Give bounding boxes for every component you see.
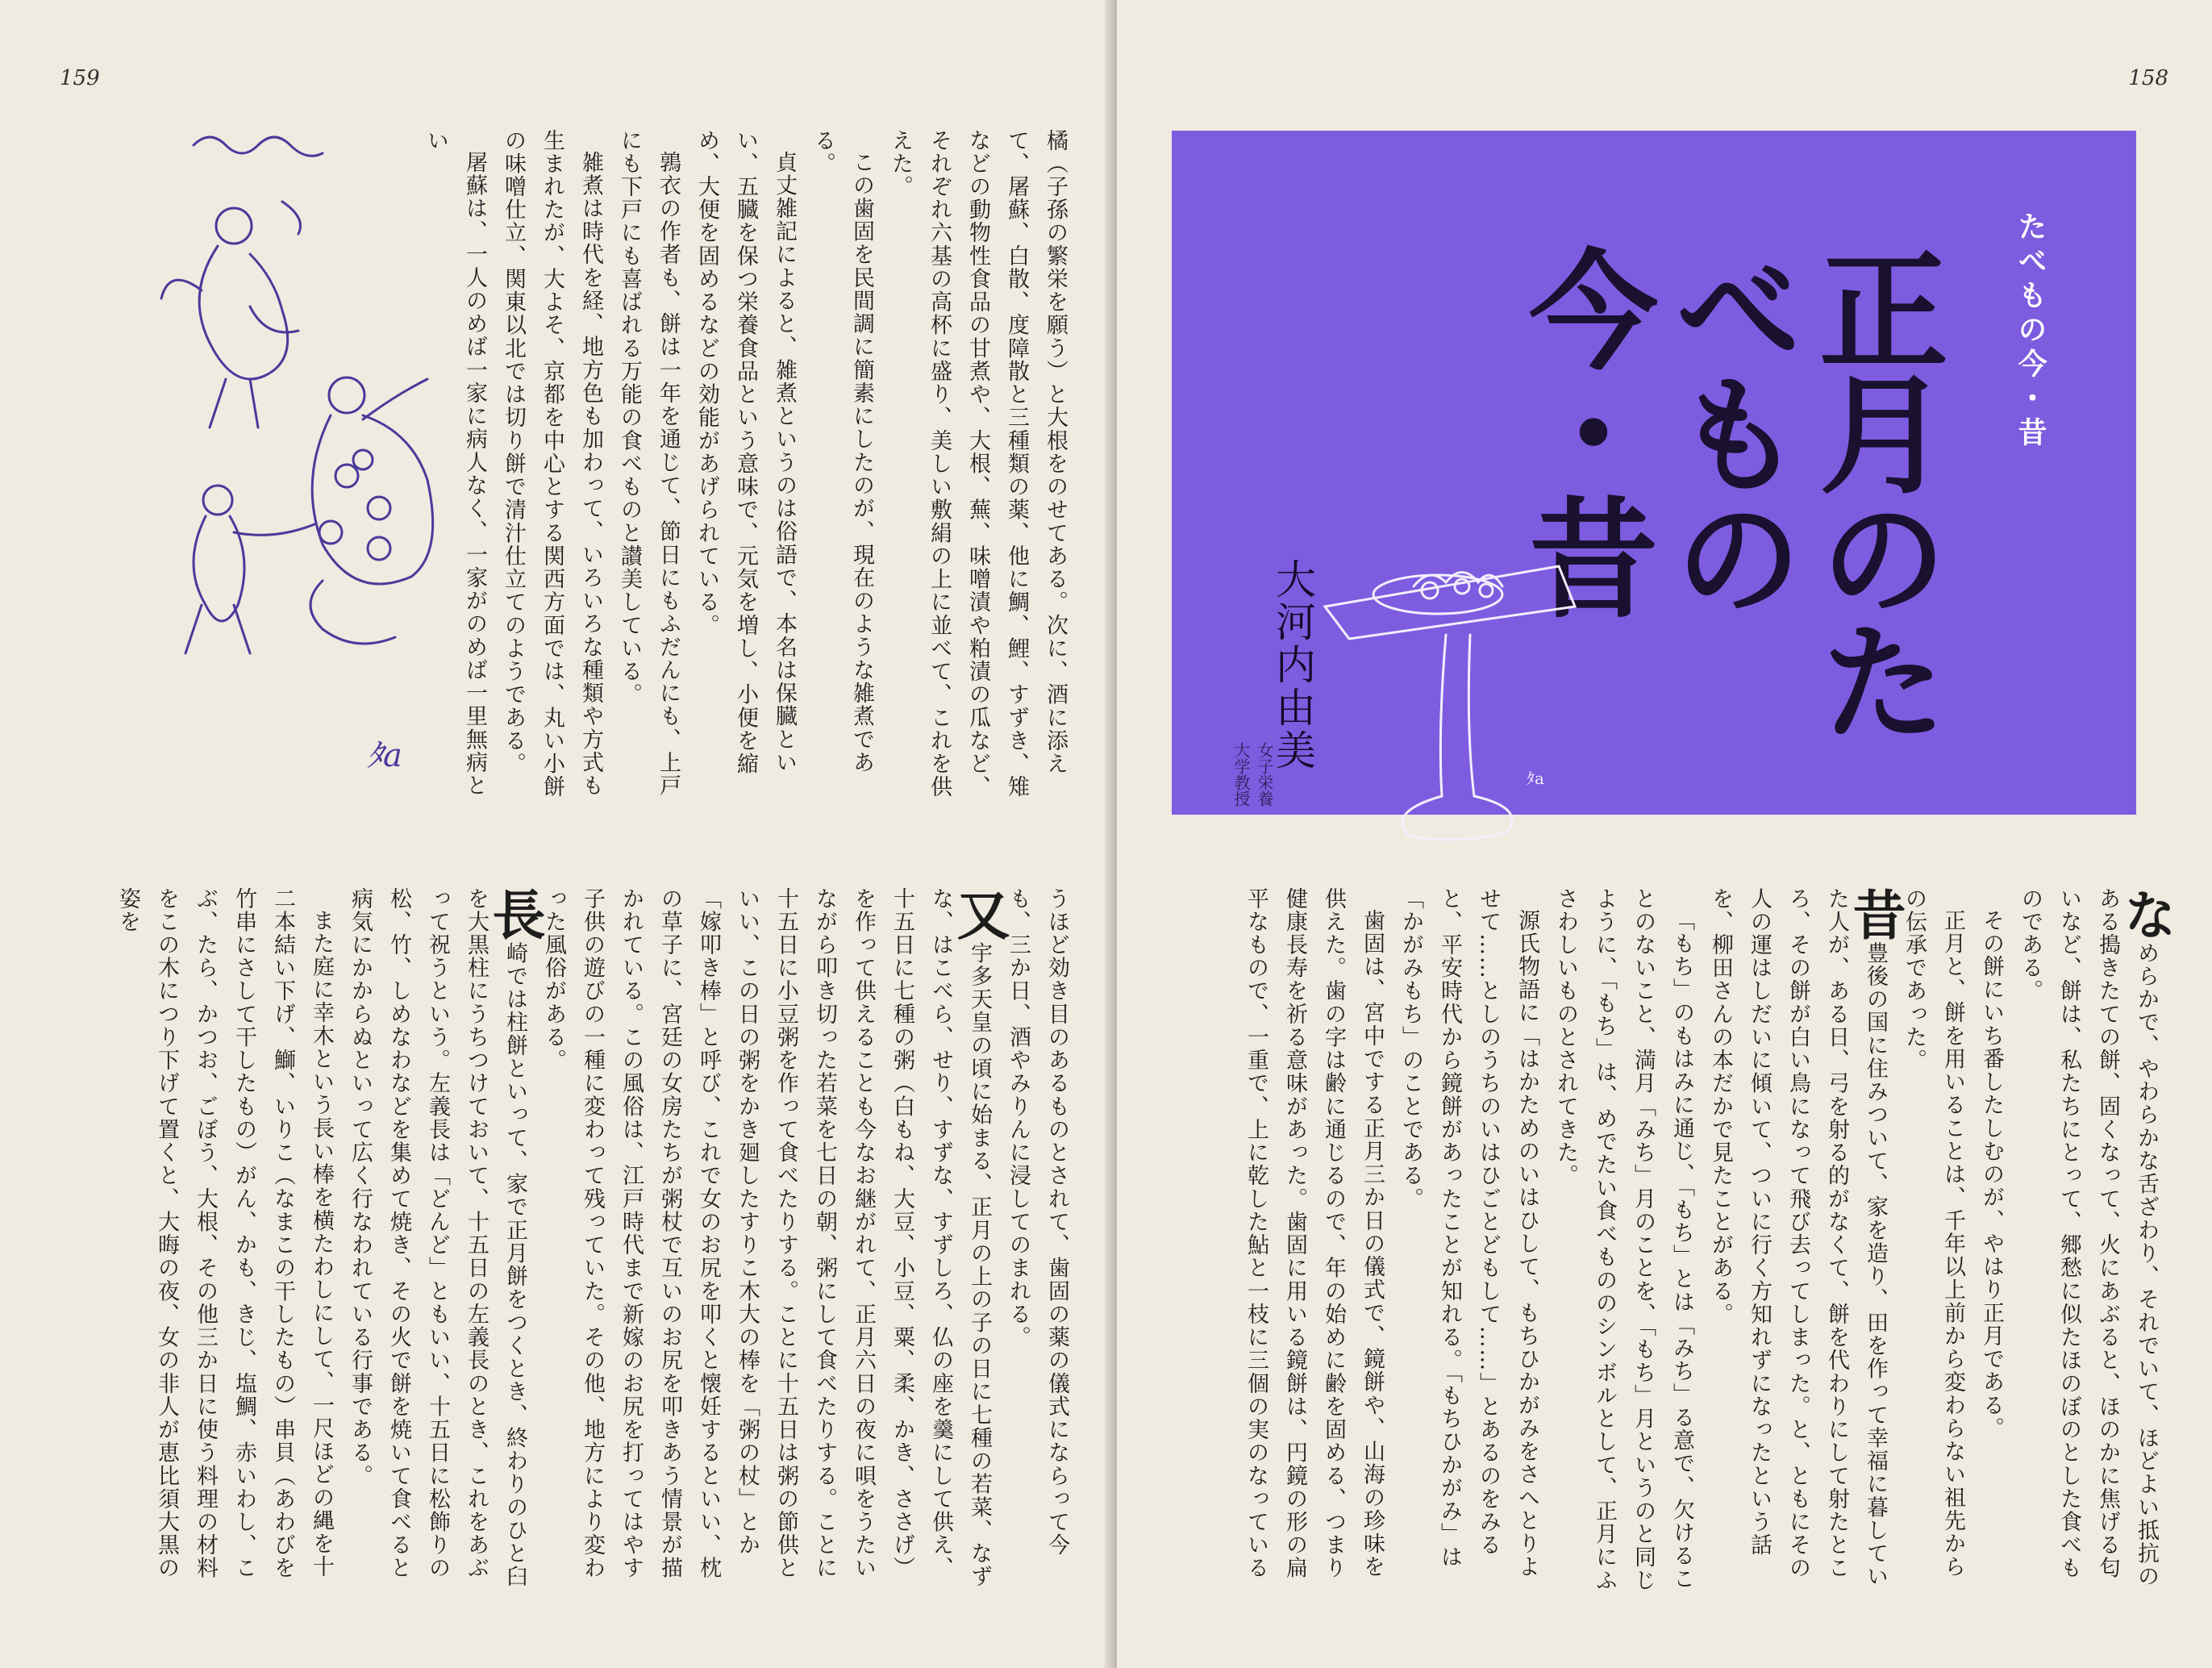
section-mukashi-text: 豊後の国に住みついて、家を造り、田を作って幸福に暮していた人が、ある日、弓を射る的がなくて、餅を代わりにして射たところ、その餅が白い鳥になって飛び去ってしまった。と、ともにその人の運はしだいに傾いて、ついに行く方知れずになったという話を、柳田さんの本だかで見たことがある。 xyxy=(1708,887,1888,1588)
paragraph: 雑煮は時代を経、地方色も加わって、いろいろな種類や方式も生まれたが、大よそ、京都を中心とする関西方面では、丸い小餅の味噌仕立、関東以北では切り餅で清汁仕立てのようである。 xyxy=(501,129,603,799)
author-name: 大河内由美 xyxy=(1269,558,1316,772)
right-page xyxy=(1117,0,2212,1668)
page-number-left: 159 xyxy=(60,66,100,90)
paragraph: 歯固は、宮中でする正月三か日の儀式で、鏡餅や、山海の珍味を供えた。歯の字は齢に通じるので、年の始めに齢を固める、つまり健康長寿を祈る意味があった。歯固に用いる鏡餅は、円鏡の形の扁平なもので、一重で、上に乾した鮎と一枝に三個の実のなっている xyxy=(1243,887,1385,1580)
paragraph: 「もち」のもはみに通じ、「もち」とは「みち」る意で、欠けることのないこと、満月「みち」月のことを、「もち」月というのと同じように、「もち」は、めでたい食べもののシンボルとして、正月にふさわしいものとされてきた。 xyxy=(1553,887,1694,1592)
series-title: たべもの今・昔 xyxy=(2014,211,2047,452)
left-top-text xyxy=(423,129,1074,815)
paragraph: その餅にいち番したしむのが、やはり正月である。 xyxy=(1979,909,2004,1441)
author-title: 女子栄養大学教授 xyxy=(1231,742,1274,807)
title-header-box xyxy=(1172,131,2136,815)
paragraph: 屠蘇は、一人のめば一家に病人なく、一家がのめば一里無病とい xyxy=(423,129,487,798)
paragraph: 鶉衣の作者も、餅は一年を通じて、節日にもふだんにも、上戸にも下戸にも喜ばれる万能の食べものと讃美している。 xyxy=(617,129,681,798)
paragraph: 正月と、餅を用いることは、千年以上前から変わらない祖先からの伝承であった。 xyxy=(1902,887,1965,1578)
paragraph: また庭に幸木という長い棒を横たわしにして、一尺ほどの縄を十二本結い下げ、鰤、いりこ（なまこの干したもの）串貝（あわびを竹串にさして干したもの）がん、かも、きじ、塩鯛、赤いわし、こぶ、たら、かつお、ごぼう、大根、その他三か日に使う料理の材料をこの木につり下げて置くと、大晦の夜、女の非人が恵比須大黒の姿を xyxy=(115,887,334,1580)
paragraph: この歯固を民間調に簡素にしたのが、現在のような雑煮である。 xyxy=(810,129,874,774)
section-mata-text: 宇多天皇の頃に始まる、正月の上の子の日に七種の若菜、なずな、はこべら、せり、すずな、すずしろ、仏の座を羹にして供え、十五日に七種の粥（白もね、大豆、小豆、粟、柔、かき、ささげ）を作って供えることも今なお継がれて、正月六日の夜に唄をうたいながら叩き切った若菜を七日の朝、粥にして食べたりする。ことに十五日に小豆粥を作って食べたりする。ことに十五日は粥の節供といい、この日の粥をかき廻したすりこ木大の棒を「粥の杖」とか「嫁叩き棒」と呼び、これで女のお尻を叩くと懐妊するといい、枕の草子に、宮廷の女房たちが粥杖で互いのお尻を叩きあう情景が描かれている。この風俗は、江戸時代まで新嫁のお尻を打ってはやす子供の遊びの一種に変わって残っていた。その他、地方により変わった風俗がある。 xyxy=(541,887,992,1588)
initial-na: な xyxy=(2114,887,2177,942)
illustration-signature: ﾀa xyxy=(367,737,402,774)
paragraph: 貞丈雑記によると、雑煮というのは俗語で、本名は保臓といい、五臓を保つ栄養食品という意味で、元気を増し、小便を縮め、大便を固めるなどの効能があげられている。 xyxy=(694,129,797,776)
section-naga-text: 崎では柱餅といって、家で正月餅をつくとき、終わりのひと臼を大黒柱にうちつけておいて、十五日の左義長のとき、これをあぶって祝うという。左義長は「どんど」ともいい、十五日に松飾りの松、竹、しめなわなどを集めて焼き、その火で餅を焼いて食べると病気にかからぬといって広く行なわれている行事である。 xyxy=(348,887,527,1588)
dish-signature: ﾀa xyxy=(1527,769,1544,788)
initial-mata: 又 xyxy=(948,887,1010,942)
section-na xyxy=(2010,887,2177,1597)
page-number-right: 158 xyxy=(2128,66,2168,90)
section-mukashi xyxy=(1701,887,1906,1597)
paragraph: うほど効き目のあるものとされて、歯固の薬の儀式にならって今も、三か日、酒やみりんに浸してのまれる。 xyxy=(1006,887,1069,1557)
section-na-text: めらかで、やわらかな舌ざわり、それでいて、ほどよい抵抗のある搗きたての餅、固くなって、火にあぶると、ほのかに焦げる匂いなど、餅は、私たちにとって、郷愁に似たほのぼのとした食べものである。 xyxy=(2018,887,2159,1588)
paragraph: 源氏物語に「はかためのいはひして、もちひかがみをさへとりよせて……としのうちのいはひごとどもして……」とあるのをみると、平安時代から鏡餅があったことが知れる。「もちひかがみ」は「かがみもち」のことである。 xyxy=(1398,887,1539,1578)
initial-naga: 長 xyxy=(483,887,546,942)
main-title: 正月のたべもの今・昔 xyxy=(1507,244,1949,740)
paragraph: 橘（子孫の繁栄を願う）と大根をのせてある。次に、酒に添えて、屠蘇、白散、度障散と三種類の薬、他に鯛、鯉、すずき、雉などの動物性食品の甘煮や、大根、蕪、味噌漬や粕漬の瓜など、それぞれ六基の高杯に盛り、美しい敷絹の上に並べて、これを供えた。 xyxy=(888,129,1068,799)
right-bottom-text xyxy=(1165,887,2177,1597)
left-bottom-text xyxy=(116,887,1076,1597)
initial-mukashi: 昔 xyxy=(1843,887,1906,942)
section-naga xyxy=(340,887,546,1597)
section-mata xyxy=(534,887,1010,1597)
dish-illustration xyxy=(1317,518,1583,857)
